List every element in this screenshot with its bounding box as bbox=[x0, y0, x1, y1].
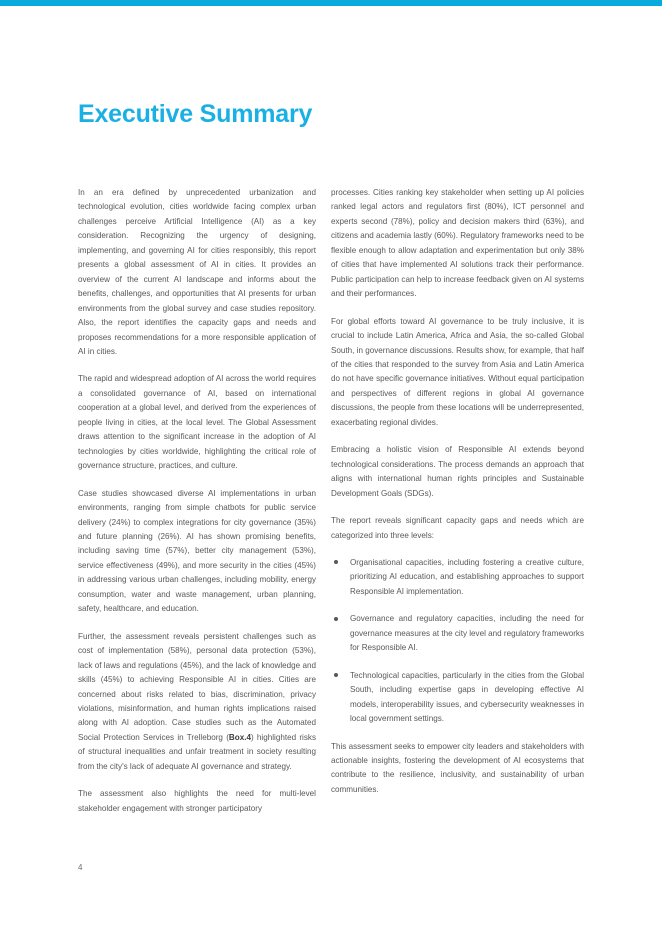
two-column-body bbox=[78, 186, 584, 816]
challenges-text-part-2: ) highlighted risks of structural inequalities and unfair treatment in society resulting from the city's lack of adequate AI governance and strategy. bbox=[78, 732, 316, 771]
page-number: 4 bbox=[78, 863, 83, 872]
right-column bbox=[331, 186, 584, 816]
paragraph-capacity-levels-intro: The report reveals significant capacity gaps and needs which are categorized into three levels: bbox=[331, 516, 584, 540]
challenges-text-part-1: Further, the assessment reveals persistent challenges such as cost of implementation (58%), personal data protection (53%), lack of laws and regulations (45%), and the lack of knowledge and skills (45%) to achieving Responsible AI in cities. Cities are concerned about risks related to bias, discrimination, privacy violations, misinformation, and human rights implications raised along with AI adoption. Case studies such as the Automated Social Protection Services in Trelleborg ( bbox=[78, 631, 316, 742]
paragraph-case-studies-benefits: Case studies showcased diverse AI implementations in urban environments, ranging from simple chatbots for public service delivery (24%) to complex integrations for city governance (35%) and future planning (26%). AI has shown promising benefits, including saving time (57%), better city management (53%), service effectiveness (49%), and more security in the cities (45%) in addressing various urban challenges, including mobility, energy consumption, water and waste management, urban planning, safety, healthcare, and education. bbox=[78, 488, 316, 614]
list-item bbox=[331, 612, 584, 655]
list-item bbox=[331, 669, 584, 727]
list-item-label: Technological capacities, particularly in the cities from the Global South, including expertise gaps in developing effective AI models, interoperability issues, and cybersecurity weaknesses in local government settings. bbox=[350, 670, 584, 724]
paragraph-stakeholder-engagement-start: The assessment also highlights the need for multi-level stakeholder engagement with stronger participatory bbox=[78, 789, 316, 813]
list-item bbox=[331, 556, 584, 599]
bullet-dot-icon bbox=[334, 560, 338, 564]
list-item-label: Organisational capacities, including fostering a creative culture, prioritizing AI education, and establishing approaches to support Responsible AI implementation. bbox=[350, 557, 584, 596]
left-column bbox=[78, 186, 331, 816]
paragraph-holistic-vision: Embracing a holistic vision of Responsible AI extends beyond technological considerations. The process demands an approach that aligns with international human rights principles and Sustainable Development Goals (SDGs). bbox=[331, 445, 584, 498]
bullet-dot-icon bbox=[334, 673, 338, 677]
bullet-dot-icon bbox=[334, 617, 338, 621]
paragraph-global-south-inclusion: For global efforts toward AI governance to be truly inclusive, it is crucial to include Latin America, Africa and Asia, the so-called Global South, in governance discussions. Results show, for example, that half of the cities that responded to the survey from Asia and Latin America do not have specific governance initiatives. Without equal participation and perspectives of different regions in global AI governance discussions, the people from these locations will be underrepresented, exacerbating regional divides. bbox=[331, 316, 584, 427]
paragraph-intro: In an era defined by unprecedented urbanization and technological evolution, cities worldwide facing complex urban challenges perceive Artificial Intelligence (AI) as a key consideration. Recognizing the urgency of designing, implementing, and governing AI for cities responsibly, this report presents a global assessment of AI in cities. It provides an overview of the current AI landscape and informs about the benefits, challenges, and opportunities that AI presents for urban environments from the global survey and case studies repository. Also, the report identifies the capacity gaps and needs and proposes recommendations for a more responsible application of AI in cities. bbox=[78, 188, 316, 356]
capacity-gaps-list bbox=[331, 556, 584, 727]
paragraph-closing: This assessment seeks to empower city leaders and stakeholders with actionable insights, fostering the development of AI ecosystems that contribute to the resilience, inclusivity, and sustainability of urban communities. bbox=[331, 741, 584, 794]
page-title: Executive Summary bbox=[78, 100, 313, 128]
list-item-label: Governance and regulatory capacities, including the need for governance measures at the city level and regulatory frameworks for Responsible AI. bbox=[350, 614, 584, 653]
paragraph-stakeholder-rankings: processes. Cities ranking key stakeholder when setting up AI policies ranked legal actors and regulators first (80%), ICT personnel and experts second (78%), policy and decision makers third (63%), and citizens and academia lastly (60%). Regulatory frameworks need to be flexible enough to allow adaptation and experimentation but only 38% of cities that have implemented AI solutions track their performance. Public participation can help to increase feedback given on AI systems and their performances. bbox=[331, 188, 584, 299]
paragraph-governance-adoption: The rapid and widespread adoption of AI across the world requires a consolidated governance of AI, based on international cooperation at a global level, and derived from the experiences of people living in cities, at the local level. The Global Assessment draws attention to the significant increase in the adoption of AI technologies by cities worldwide, highlighting the critical role of governance structure, practices, and culture. bbox=[78, 374, 317, 471]
paragraph-challenges bbox=[78, 630, 316, 775]
box-reference-link[interactable]: Box.4 bbox=[228, 732, 251, 742]
